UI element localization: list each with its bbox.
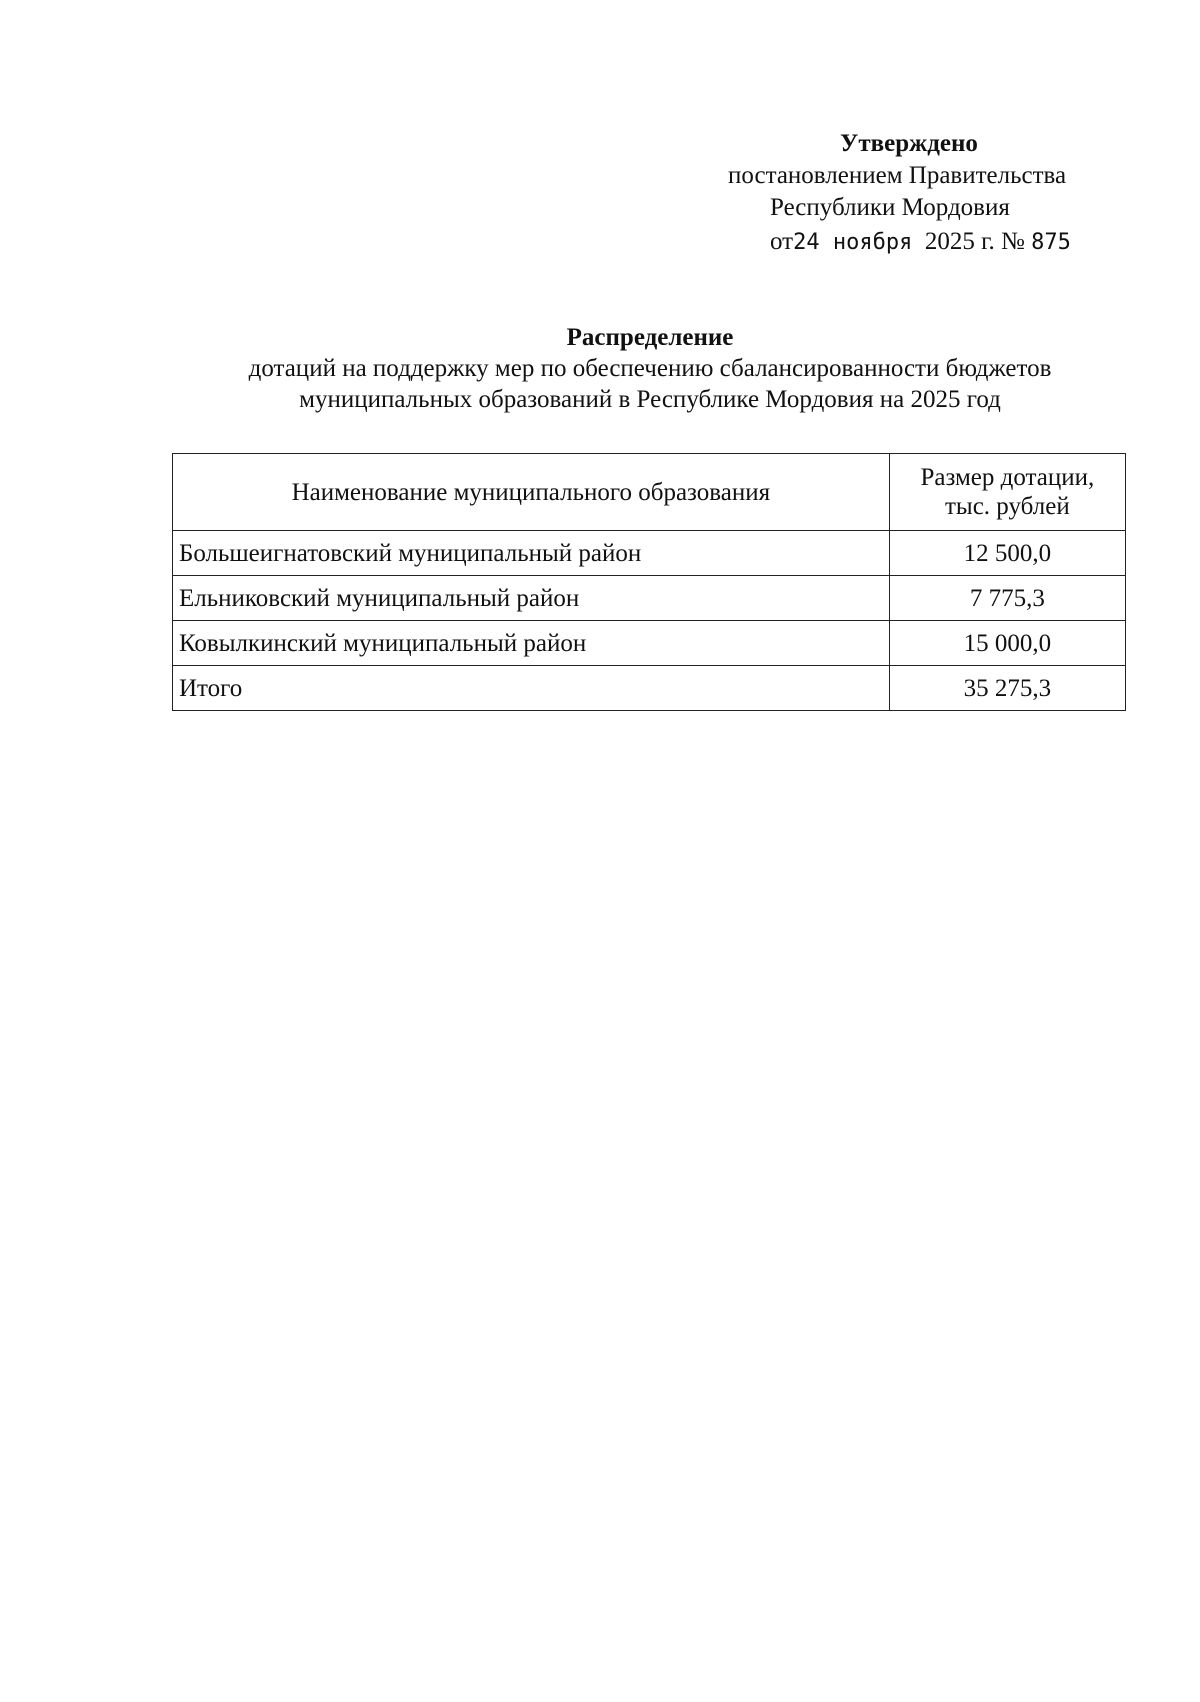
date-day-month: 24 ноября: [793, 230, 913, 255]
header-name: Наименование муниципального образования: [173, 454, 890, 531]
approval-title: Утверждено: [840, 130, 978, 157]
row-name: Большеигнатовский муниципальный район: [173, 531, 890, 576]
date-prefix: от: [770, 228, 794, 255]
table-row: [173, 576, 1126, 621]
approval-by: постановлением Правительства: [728, 162, 1067, 189]
table-row: [173, 621, 1126, 666]
header-amount-line1: Размер дотации,: [920, 464, 1095, 491]
row-amount: 15 000,0: [889, 621, 1125, 666]
table-header-row: [173, 454, 1126, 531]
row-amount: 7 775,3: [889, 576, 1125, 621]
grants-table: [172, 453, 1126, 711]
total-amount: 35 275,3: [889, 666, 1125, 711]
total-row: [173, 666, 1126, 711]
date-number: 875: [1031, 230, 1071, 255]
row-name: Ельниковский муниципальный район: [173, 576, 890, 621]
row-amount: 12 500,0: [889, 531, 1125, 576]
document-title: Распределение: [566, 324, 734, 351]
document-heading: [150, 322, 1150, 415]
table-row: [173, 531, 1126, 576]
header-amount: [889, 454, 1125, 531]
total-label: Итого: [173, 666, 890, 711]
document-subtitle-line2: муниципальных образований в Республике Мордовия на 2025 год: [299, 386, 1001, 413]
row-name: Ковылкинский муниципальный район: [173, 621, 890, 666]
date-year: 2025 г. №: [924, 228, 1025, 255]
document-subtitle-line1: дотаций на поддержку мер по обеспечению сбалансированности бюджетов: [248, 355, 1052, 382]
header-amount-line2: тыс. рублей: [944, 493, 1070, 520]
approval-org: Республики Мордовия: [770, 194, 1010, 221]
approval-date: [770, 226, 1071, 259]
